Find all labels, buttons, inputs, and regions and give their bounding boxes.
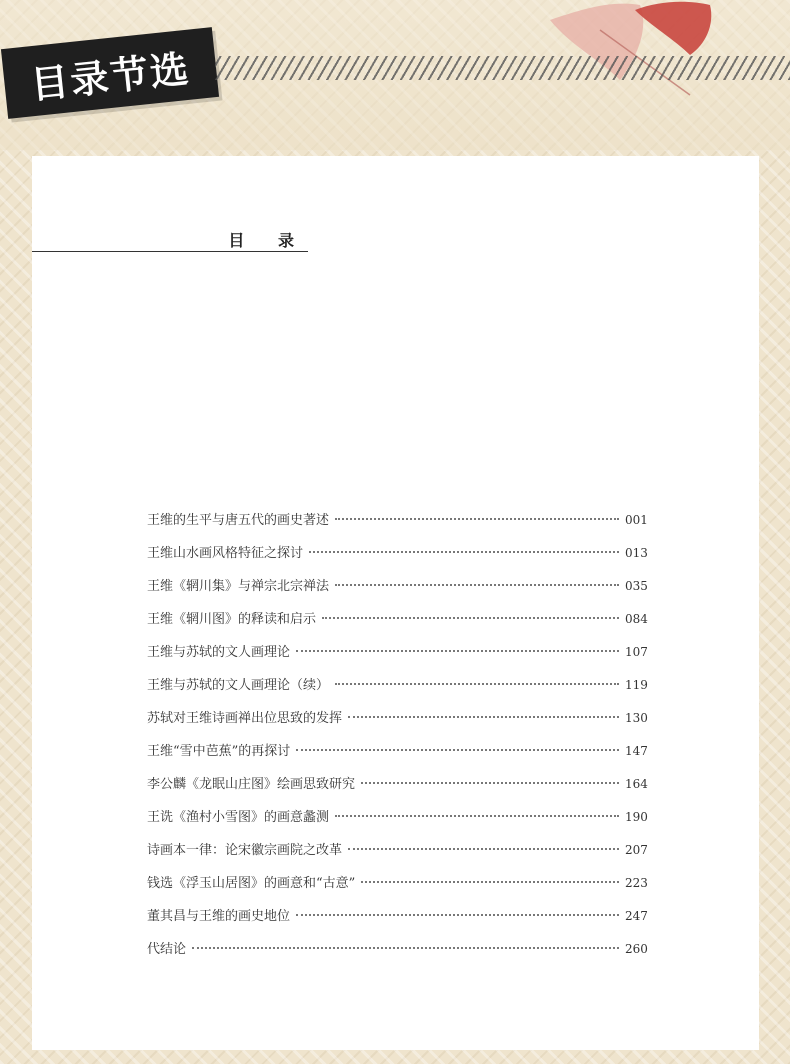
- toc-leader: [335, 814, 619, 817]
- toc-entry: [147, 773, 647, 806]
- toc-entry: [147, 806, 647, 839]
- toc-heading-rule: [32, 251, 308, 252]
- toc-entry: [147, 608, 647, 641]
- toc-entry-title: 王维山水画风格特征之探讨: [147, 546, 304, 561]
- toc-entry-page: 035: [625, 579, 648, 593]
- toc-leader: [309, 550, 619, 553]
- toc-entry-page: 164: [625, 777, 648, 791]
- toc-entry-page: 260: [625, 942, 648, 956]
- toc-entry-title: 王维与苏轼的文人画理论: [147, 645, 291, 660]
- toc-entry-page: 247: [625, 909, 648, 923]
- toc-list: [147, 509, 647, 971]
- toc-entry-title: 王维《辋川集》与禅宗北宗禅法: [147, 579, 330, 594]
- toc-entry: [147, 641, 647, 674]
- toc-entry-page: 119: [625, 678, 648, 692]
- toc-leader: [348, 715, 619, 718]
- toc-entry: [147, 839, 647, 872]
- toc-entry-page: 107: [625, 645, 648, 659]
- toc-entry-title: 钱选《浮玉山居图》的画意和“古意”: [147, 876, 356, 891]
- toc-entry-title: 苏轼对王维诗画禅出位思致的发挥: [147, 711, 343, 726]
- toc-entry: [147, 938, 647, 971]
- banner-label: 目录节选: [28, 46, 193, 107]
- toc-entry: [147, 542, 647, 575]
- toc-entry-page: 084: [625, 612, 648, 626]
- toc-entry: [147, 674, 647, 707]
- toc-entry-page: 190: [625, 810, 648, 824]
- toc-entry: [147, 575, 647, 608]
- toc-entry-page: 223: [625, 876, 648, 890]
- toc-entry: [147, 509, 647, 542]
- toc-entry: [147, 905, 647, 938]
- toc-entry-title: 董其昌与王维的画史地位: [147, 909, 291, 924]
- toc-entry-page: 147: [625, 744, 648, 758]
- toc-entry-title: 王维“雪中芭蕉”的再探讨: [147, 744, 291, 759]
- toc-entry-title: 王维与苏轼的文人画理论（续）: [147, 678, 330, 693]
- toc-leader: [296, 649, 619, 652]
- toc-entry-page: 013: [625, 546, 648, 560]
- toc-heading: 目 录: [228, 231, 308, 250]
- toc-leader: [335, 583, 619, 586]
- toc-entry: [147, 707, 647, 740]
- toc-leader: [322, 616, 619, 619]
- toc-entry-title: 代结论: [147, 942, 187, 957]
- maple-leaf-decoration: [540, 0, 740, 100]
- toc-entry: [147, 740, 647, 773]
- banner-hatch-stripe: [215, 56, 790, 80]
- toc-leader: [361, 880, 619, 883]
- toc-leader: [361, 781, 619, 784]
- toc-entry-title: 诗画本一律：论宋徽宗画院之改革: [147, 843, 343, 858]
- toc-entry-page: 130: [625, 711, 648, 725]
- toc-entry-title: 李公麟《龙眠山庄图》绘画思致研究: [147, 777, 356, 792]
- toc-leader: [192, 946, 619, 949]
- toc-leader: [335, 517, 619, 520]
- toc-entry-page: 207: [625, 843, 648, 857]
- toc-leader: [296, 748, 619, 751]
- toc-leader: [296, 913, 619, 916]
- toc-page: [32, 156, 759, 1050]
- toc-entry-title: 王维《辋川图》的释读和启示: [147, 612, 317, 627]
- toc-entry: [147, 872, 647, 905]
- toc-entry-title: 王诜《渔村小雪图》的画意蠡测: [147, 810, 330, 825]
- toc-leader: [348, 847, 619, 850]
- toc-entry-page: 001: [625, 513, 648, 527]
- toc-entry-title: 王维的生平与唐五代的画史著述: [147, 513, 330, 528]
- toc-leader: [335, 682, 619, 685]
